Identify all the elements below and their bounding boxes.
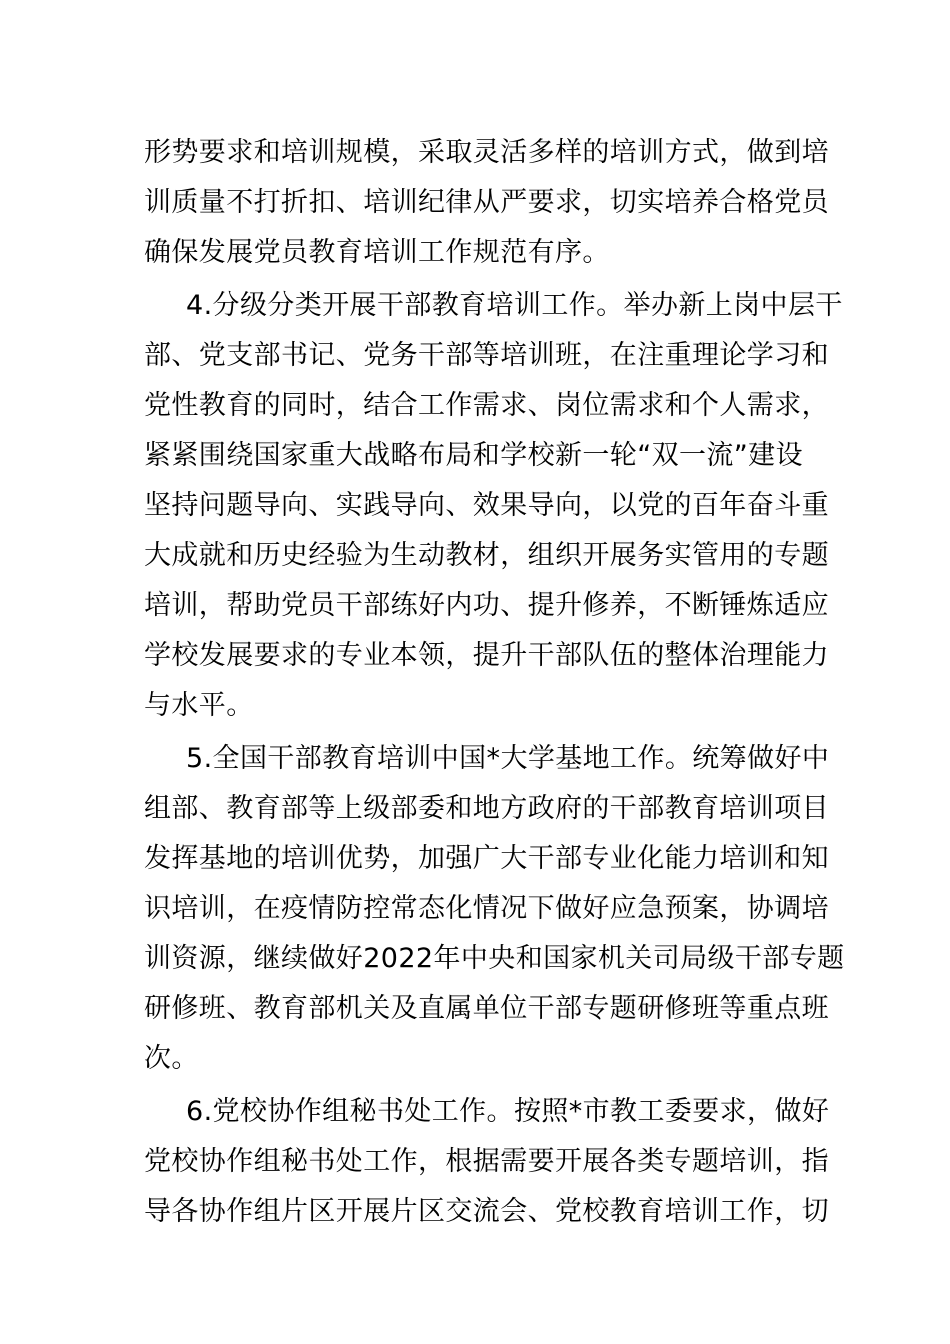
text-line: 党校协作组秘书处工作，根据需要开展各类专题培训，指 xyxy=(144,1146,829,1177)
paragraph-5-first-line: 5.全国干部教育培训中国*大学基地工作。统筹做好中 xyxy=(186,743,830,774)
text-line: 训质量不打折扣、培训纪律从严要求，切实培养合格党员 xyxy=(144,187,829,218)
text-line: 与水平。 xyxy=(144,690,254,721)
paragraph-6-first-line: 6.党校协作组秘书处工作。按照*市教工委要求，做好 xyxy=(186,1096,830,1127)
text-line: 发挥基地的培训优势，加强广大干部专业化能力培训和知 xyxy=(144,843,829,874)
text-line: 形势要求和培训规模，采取灵活多样的培训方式，做到培 xyxy=(144,137,829,168)
paragraph-4-first-line: 4.分级分类开展干部教育培训工作。举办新上岗中层干 xyxy=(186,290,843,321)
text-line: 确保发展党员教育培训工作规范有序。 xyxy=(144,237,610,268)
text-line: 培训，帮助党员干部练好内功、提升修养，不断锤炼适应 xyxy=(144,590,829,621)
text-line: 导各协作组片区开展片区交流会、党校教育培训工作，切 xyxy=(144,1196,829,1227)
text-line: 坚持问题导向、实践导向、效果导向，以党的百年奋斗重 xyxy=(144,490,829,521)
text-line: 研修班、教育部机关及直属单位干部专题研修班等重点班 xyxy=(144,993,829,1024)
text-line: 识培训，在疫情防控常态化情况下做好应急预案，协调培 xyxy=(144,893,829,924)
text-line: 部、党支部书记、党务干部等培训班，在注重理论学习和 xyxy=(144,340,829,371)
text-line: 次。 xyxy=(144,1043,199,1074)
text-line: 大成就和历史经验为生动教材，组织开展务实管用的专题 xyxy=(144,540,829,571)
text-line: 学校发展要求的专业本领，提升干部队伍的整体治理能力 xyxy=(144,640,829,671)
text-line: 紧紧围绕国家重大战略布局和学校新一轮“双一流”建设 xyxy=(144,440,803,471)
text-line: 党性教育的同时，结合工作需求、岗位需求和个人需求， xyxy=(144,390,829,421)
text-line: 训资源，继续做好2022年中央和国家机关司局级干部专题 xyxy=(144,943,845,974)
text-line: 组部、教育部等上级部委和地方政府的干部教育培训项目 xyxy=(144,793,829,824)
